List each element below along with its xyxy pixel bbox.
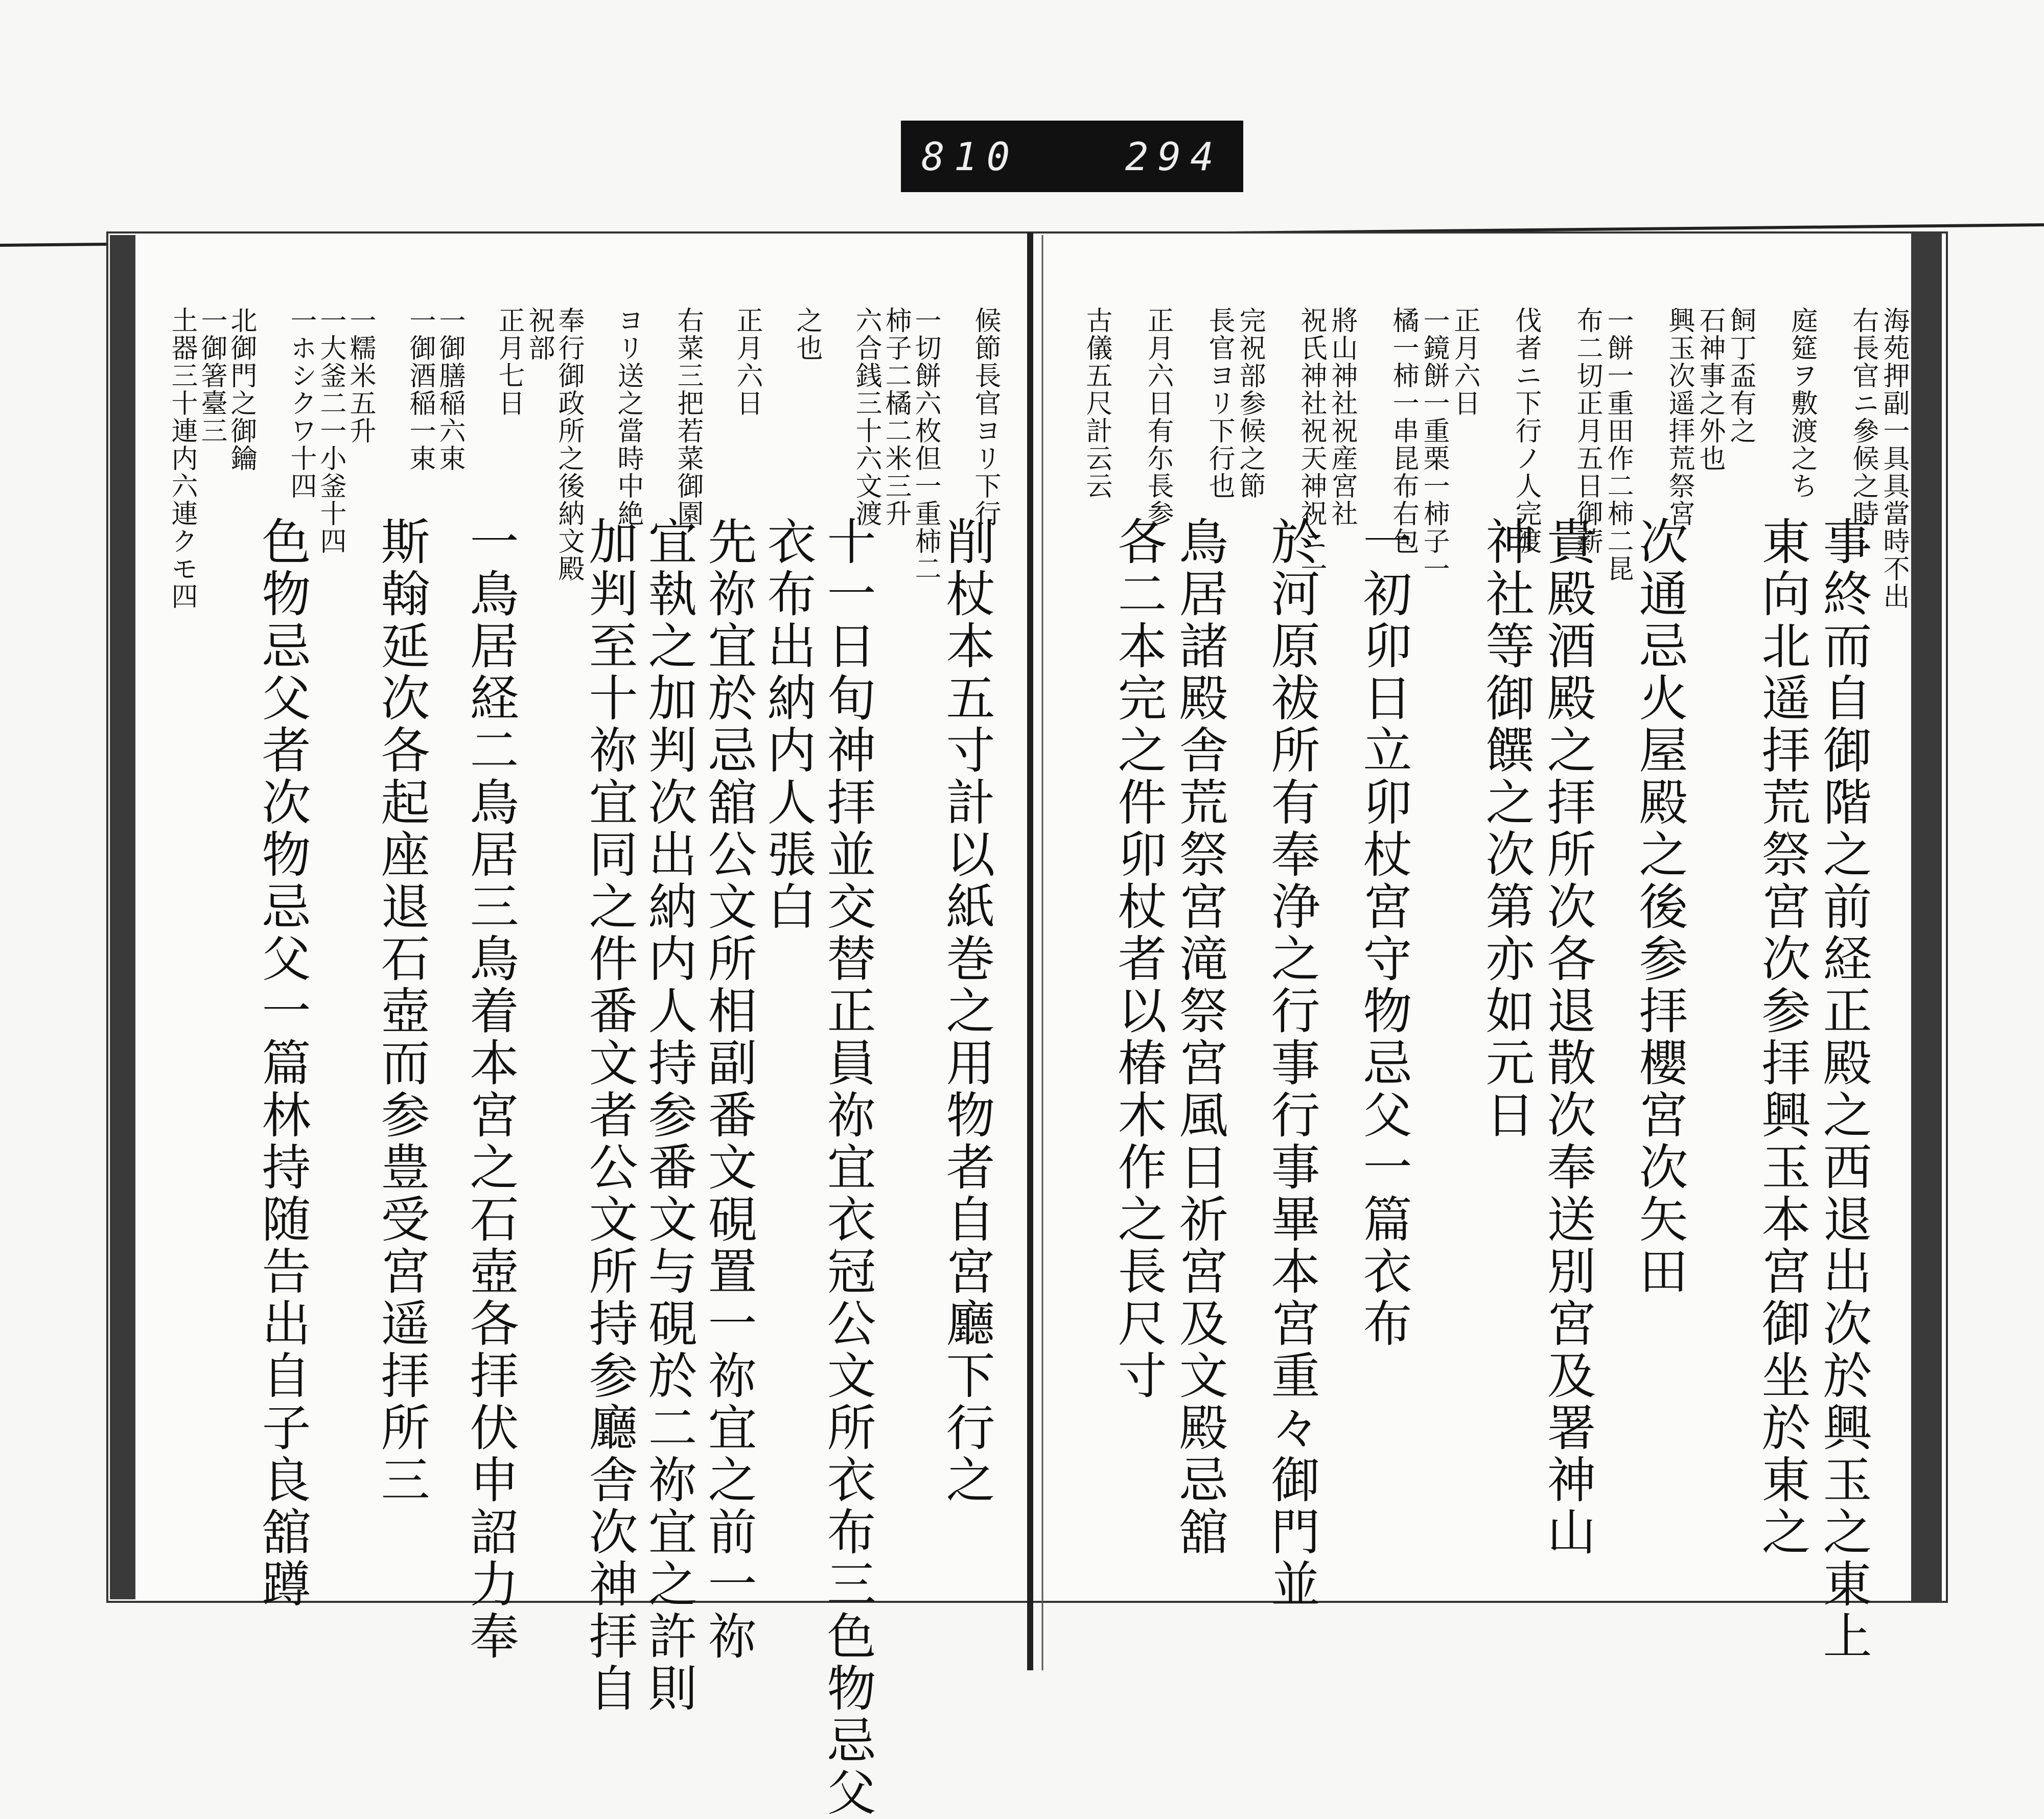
right-page-column: 貴殿酒殿之拝所次各退散次奉送別宮及署神山 [1539,516,1596,1558]
right-page-column: 一鏡餅一重栗一柿子一 [1419,307,1449,582]
left-page-column: 一糯米五升 [345,307,376,445]
left-page-column: 一切餅六枚但一重柿二 [910,307,941,582]
left-page-column: 先祢宜於忌舘公文所相副番文硯置一祢宜之前一祢 [700,516,757,1663]
left-page-column: 土器三十連内六連クモ四 [167,307,197,610]
left-page-column: 一鳥居経二鳥居三鳥着本宮之石壺各拝伏申詔力奉 [462,516,519,1663]
right-page-column: 神社等御饌之次第亦如元日 [1478,516,1535,1141]
left-page-column: 六合銭三十六文渡 [851,307,881,527]
left-page-column: 北御門之御鑰 [226,307,257,472]
right-page-column: 正月六日 [1449,307,1480,417]
left-page-column: 柿子二橘二米三升 [880,307,911,527]
right-page-column: 事終而自御階之前経正殿之西退出次於興玉之東上 [1815,516,1872,1663]
right-page-column: 興玉次遥拝荒祭宮 [1664,307,1694,527]
left-page-column: 衣布出納内人張白 [759,516,817,933]
right-page-column: 將山神社祝産宮社 [1327,307,1357,527]
right-page-column: 飼丁盃有之 [1725,307,1756,445]
left-page-column: 一御膳稲六束 [434,307,465,472]
left-page-column: 一ホシクワ十四 [286,307,316,500]
left-page-column: 之也 [792,307,822,362]
left-page-column: 削杖本五寸計以紙巻之用物者自宮廳下行之 [938,516,995,1506]
right-page-column: 伐者ニ下行ノ人完渡 [1511,307,1541,555]
right-page-column: 橘一柿一串昆布右包 [1388,307,1419,555]
left-page-column: 一御箸臺三 [196,307,227,445]
right-page-column: 一餅一重田作二柿二昆 [1602,307,1633,582]
right-page-column: 石神事之外也 [1694,307,1725,472]
left-page-column: 正月七日 [494,307,524,417]
left-page-column: 右菜三把若菜御園 [672,307,703,527]
left-page-column: 加判至十祢宜同之件番文者公文所持参廳舎次神拝自 [581,516,638,1715]
right-page-column: 布二切正月五日御薪 [1572,307,1602,555]
left-page-column: 候節長官ヨリ下行 [970,307,1001,527]
left-page-column: 正月六日 [732,307,762,417]
right-page-column: 完祝部参候之節 [1235,307,1265,500]
right-page-column: 一初卯日立卯杖宮守物忌父一篇衣布 [1355,516,1412,1350]
left-page-column: 一大釜二一小釜十四 [315,307,346,555]
right-page-column: 海苑押副一具具當時不出 [1878,307,1909,610]
left-page-column: 宜執之加判次出納内人持参番文与硯於二祢宜之許則 [640,516,698,1715]
right-page-column: 祝氏神社祝天神祝ニ一 [1296,307,1327,582]
left-page-column: 十一日旬神拝並交替正員祢宜衣冠公文所衣布三色物忌父 [819,516,876,1819]
right-page-column: 於河原祓所有奉浄之行事行事畢本宮重々御門並 [1263,516,1320,1611]
left-page-column: 奉行御政所之後納文殿 [553,307,584,582]
label-right-number: 294 [1125,133,1223,179]
left-page-column: 祝部 [524,307,554,362]
right-page-column: 次通忌火屋殿之後参拝櫻宮次矢田 [1631,516,1688,1298]
left-page-column: 一御酒稲一束 [405,307,435,472]
label-left-number: 810 [921,133,1019,179]
right-page-column: 右長官ニ參候之時 [1848,307,1878,527]
right-page-column: 庭筵ヲ敷渡之ち [1786,307,1817,500]
right-page-column: 鳥居諸殿舎荒祭宮滝祭宮風日祈宮及文殿忌舘 [1171,516,1228,1558]
right-page-column: 長官ヨリ下行也 [1204,307,1235,500]
right-page-column: 東向北遥拝荒祭宮次参拝興玉本宮御坐於東之 [1754,516,1811,1558]
archive-label [901,121,1243,192]
right-page-column: 各二本完之件卯杖者以椿木作之長尺寸 [1110,516,1167,1402]
left-page-column: ヨリ送之當時中絶 [613,307,643,527]
left-page-column: 色物忌父者次物忌父一篇林持随告出自子良舘蹲 [254,516,311,1611]
right-page-column: 古儀五尺計云云 [1081,307,1112,500]
right-page-column: 正月六日有尓長参 [1143,307,1173,527]
left-page-column: 斯翰延次各起座退石壺而参豊受宮遥拝所三 [373,516,430,1506]
